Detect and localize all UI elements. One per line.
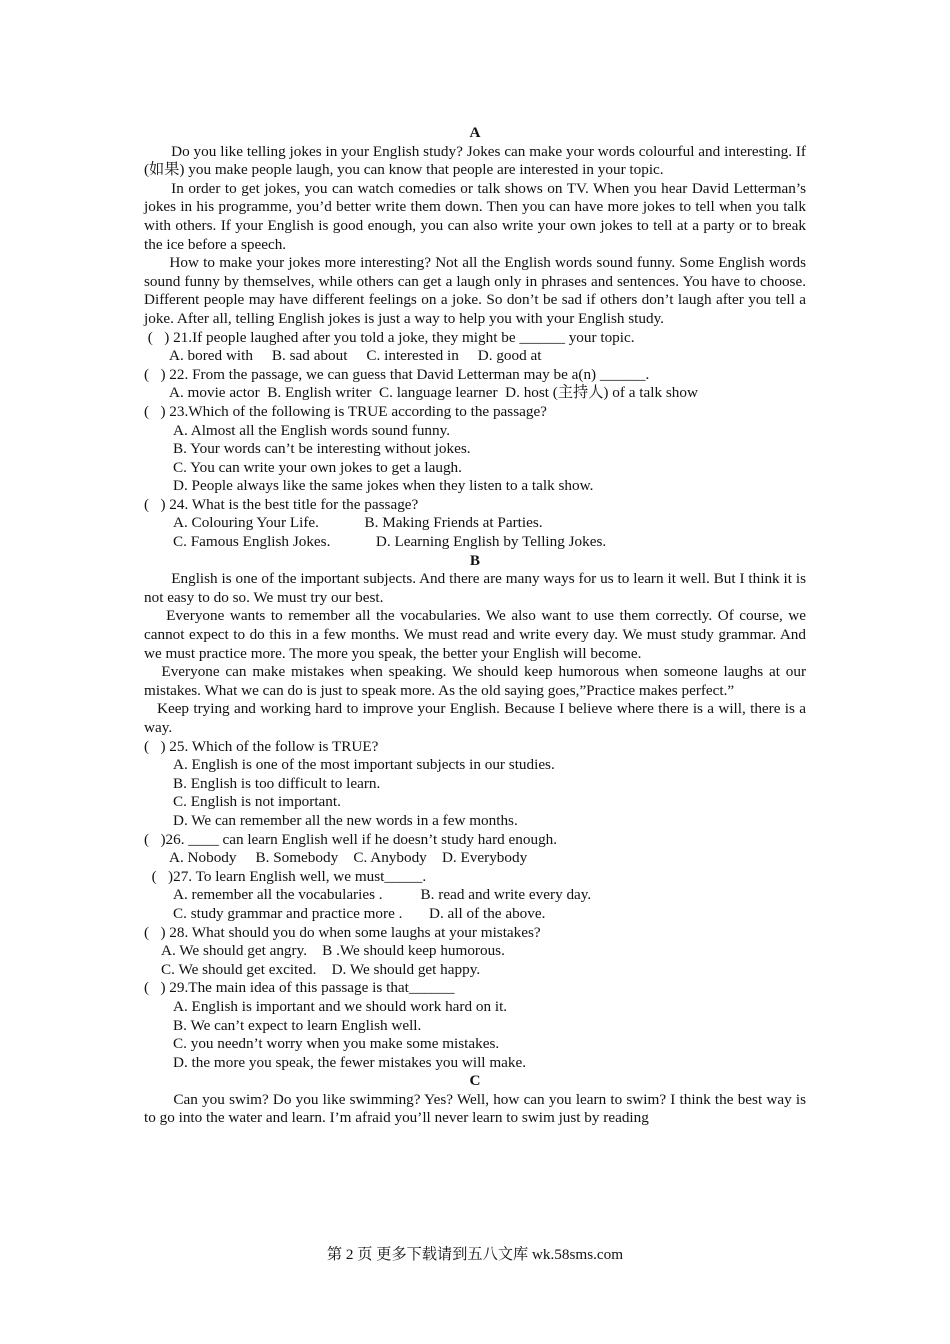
section-b-paragraph-3: Everyone can make mistakes when speaking. We should keep humorous when someone laughs at our mistakes. What we can do is just to speak more. As the old saying goes,”Practice makes perfect.”	[144, 663, 806, 699]
question-29-option-a: A. English is important and we should work hard on it.	[173, 997, 508, 1015]
question-26: ( )26. ____ can learn English well if he doesn’t study hard enough.	[144, 830, 558, 848]
question-22: ( ) 22. From the passage, we can guess that David Letterman may be a(n) ______.	[144, 365, 650, 383]
question-27: ( )27. To learn English well, we must_____.	[144, 867, 427, 885]
section-b-paragraph-4: Keep trying and working hard to improve your English. Because I believe where there is a will, there is a way.	[144, 700, 806, 736]
section-a-heading: A	[469, 124, 481, 141]
question-23: ( ) 23.Which of the following is TRUE according to the passage?	[144, 402, 547, 420]
page-footer: 第 2 页 更多下载请到五八文库 wk.58sms.com	[326, 1246, 624, 1263]
section-c-paragraph-1: Can you swim? Do you like swimming? Yes? Well, how can you learn to swim? I think the best way is to go into the water and learn. I’m afraid you’ll never learn to swim just by reading	[144, 1090, 806, 1127]
question-29-option-b: B. We can’t expect to learn English well.	[173, 1016, 422, 1034]
question-24-options-cd: C. Famous English Jokes. D. Learning English by Telling Jokes.	[173, 533, 607, 551]
question-28: ( ) 28. What should you do when some laughs at your mistakes?	[144, 923, 541, 941]
section-a-paragraph-2: In order to get jokes, you can watch comedies or talk shows on TV. When you hear David Letterman’s jokes in his programme, you’d better write them down. Then you can have more jokes to tell when you talk with others. If your English is good enough, you can also write your own jokes to tell at a party or to break the ice before a speech.	[144, 179, 806, 253]
question-22-options: A. movie actor B. English writer C. language learner D. host (主持人) of a talk show	[169, 384, 698, 402]
page-content	[144, 124, 806, 1128]
question-28-options-cd: C. We should get excited. D. We should get happy.	[161, 960, 481, 978]
section-b-heading: B	[469, 551, 481, 569]
section-a-paragraph-3: How to make your jokes more interesting? Not all the English words sound funny. Some English words sound funny by themselves, while others can get a laugh only in phrases and sentences. You have to choose. Different people may have different feelings on a joke. So don’t be sad if others don’t laugh after you tell a joke. After all, telling English jokes is just a way to help you with your English study.	[144, 254, 806, 327]
question-29: ( ) 29.The main idea of this passage is that______	[144, 979, 455, 997]
question-28-options-ab: A. We should get angry. B .We should keep humorous.	[161, 942, 505, 960]
question-25-option-a: A. English is one of the most important subjects in our studies.	[173, 756, 555, 774]
question-27-options-ab: A. remember all the vocabularies . B. read and write every day.	[173, 886, 592, 904]
question-29-option-d: D. the more you speak, the fewer mistakes you will make.	[173, 1053, 527, 1071]
section-a-paragraph-1: Do you like telling jokes in your English study? Jokes can make your words colourful and interesting. If (如果) you make people laugh, you can know that people are interested in your topic.	[144, 142, 806, 179]
question-21: ( ) 21.If people laughed after you told a joke, they might be ______ your topic.	[144, 328, 635, 346]
question-25: ( ) 25. Which of the follow is TRUE?	[144, 737, 379, 755]
question-25-option-c: C. English is not important.	[173, 793, 341, 811]
question-23-option-b: B. Your words can’t be interesting without jokes.	[173, 440, 471, 458]
section-b-paragraph-2: Everyone wants to remember all the vocabularies. We also want to use them correctly. Of course, we cannot expect to do this in a few months. We must read and write every day. We must study grammar. And we must practice more. The more you speak, the better your English will become.	[144, 607, 806, 662]
question-23-option-c: C. You can write your own jokes to get a laugh.	[173, 458, 462, 476]
question-21-options: A. bored with B. sad about C. interested in D. good at	[169, 347, 542, 365]
section-b-paragraph-1: English is one of the important subjects. And there are many ways for us to learn it well. But I think it is not easy to do so. We must try our best.	[144, 570, 806, 606]
question-29-option-c: C. you needn’t worry when you make some mistakes.	[173, 1035, 500, 1053]
question-23-option-d: D. People always like the same jokes when they listen to a talk show.	[173, 477, 594, 495]
section-c-heading: C	[469, 1072, 481, 1090]
question-25-option-b: B. English is too difficult to learn.	[173, 774, 381, 792]
question-26-options: A. Nobody B. Somebody C. Anybody D. Everybody	[169, 849, 528, 867]
question-24: ( ) 24. What is the best title for the passage?	[144, 495, 419, 513]
question-24-options-ab: A. Colouring Your Life. B. Making Friends at Parties.	[173, 514, 543, 532]
question-25-option-d: D. We can remember all the new words in a few months.	[173, 811, 518, 829]
question-27-options-cd: C. study grammar and practice more . D. all of the above.	[173, 904, 546, 922]
question-23-option-a: A. Almost all the English words sound funny.	[173, 421, 451, 439]
